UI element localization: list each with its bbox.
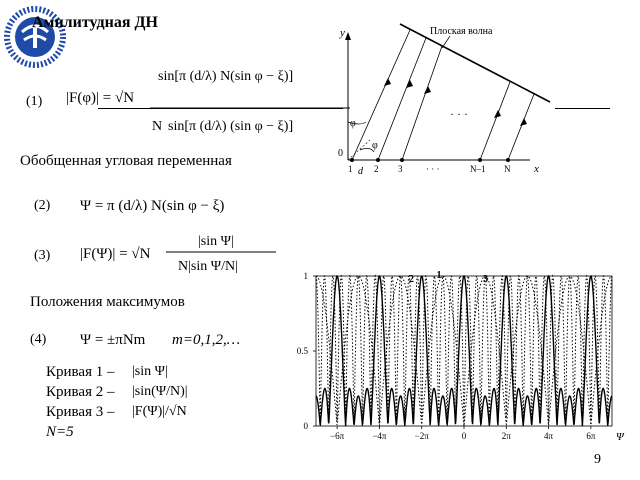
- generalized-variable-text: Обобщенная угловая переменная: [20, 153, 232, 169]
- rays-dots: · · ·: [450, 107, 468, 121]
- element-n-1: N–1: [470, 164, 486, 174]
- n-value: N=5: [46, 424, 74, 440]
- array-factor-chart: [286, 256, 630, 448]
- formula-1: [60, 50, 350, 140]
- y-tick-label: 1: [303, 271, 308, 281]
- x-tick-label: 6π: [586, 431, 596, 441]
- divider-line-right: [555, 108, 610, 109]
- phi-label-2: φ: [372, 140, 378, 151]
- eq3-label: (3): [34, 248, 51, 263]
- x-tick-label: −6π: [330, 431, 345, 441]
- curve1-formula: |sin Ψ|: [132, 364, 168, 379]
- element-2: 2: [374, 164, 379, 174]
- m-values: m=0,1,2,…: [172, 332, 241, 348]
- y-tick-label: 0.5: [296, 346, 308, 356]
- incident-rays: [352, 30, 534, 160]
- y-axis-label: y: [340, 27, 345, 39]
- curve1-label: Кривая 1 –: [46, 364, 115, 380]
- f3-numerator: |sin Ψ|: [198, 234, 234, 249]
- x-axis-label: x: [534, 163, 539, 175]
- curve3-label: Кривая 3 –: [46, 404, 115, 420]
- x-axis-label: Ψ: [616, 431, 624, 443]
- f1-denominator: sin[π (d/λ) (sin φ − ξ)]: [168, 119, 294, 134]
- maxima-text: Положения максимумов: [30, 294, 185, 310]
- x-tick-label: −4π: [372, 431, 387, 441]
- element-3: 3: [398, 164, 403, 174]
- eq2-label: (2): [34, 198, 51, 213]
- origin-label: 0: [338, 148, 343, 159]
- series-2-label: 2: [409, 274, 415, 285]
- eq4-label: (4): [30, 332, 47, 347]
- formula-3: [80, 228, 280, 276]
- page-number: 9: [594, 452, 601, 467]
- d-label: d: [358, 166, 363, 177]
- f3-lhs: |F(Ψ)| = √N: [80, 246, 151, 262]
- f3-denominator: N|sin Ψ/N|: [178, 259, 238, 274]
- x-tick-label: −2π: [414, 431, 429, 441]
- curve2-formula: |sin(Ψ/N)|: [132, 384, 188, 399]
- series-1-label: 1: [436, 270, 442, 281]
- formula-4: Ψ = ±πNm: [80, 332, 146, 348]
- phi-label-1: φ: [350, 118, 356, 129]
- f1-numerator: sin[π (d/λ) N(sin φ − ξ)]: [158, 69, 294, 84]
- y-tick-label: 0: [303, 421, 308, 431]
- eq1-label: (1): [26, 94, 43, 109]
- element-1: 1: [348, 164, 353, 174]
- f1-lhs: |F(φ)| = √N: [66, 90, 135, 106]
- curve2-label: Кривая 2 –: [46, 384, 115, 400]
- curve3-formula: |F(Ψ)|/√N: [132, 404, 187, 419]
- formula-2: Ψ = π (d/λ) N(sin φ − ξ): [80, 198, 225, 214]
- plane-wave-label: Плоская волна: [430, 26, 493, 37]
- divider-line-left: [98, 108, 343, 109]
- element-n: N: [504, 164, 511, 174]
- y-axis-arrow: [345, 32, 351, 40]
- slide-title: Амплитудная ДН: [32, 14, 158, 31]
- element-dots: · · ·: [426, 164, 440, 174]
- x-tick-label: 0: [461, 431, 467, 441]
- f1-den-n: N: [152, 119, 163, 134]
- series-3-label: 3: [483, 274, 489, 285]
- array-diagram: [330, 22, 560, 182]
- x-tick-label: 4π: [544, 431, 554, 441]
- x-tick-label: 2π: [501, 431, 511, 441]
